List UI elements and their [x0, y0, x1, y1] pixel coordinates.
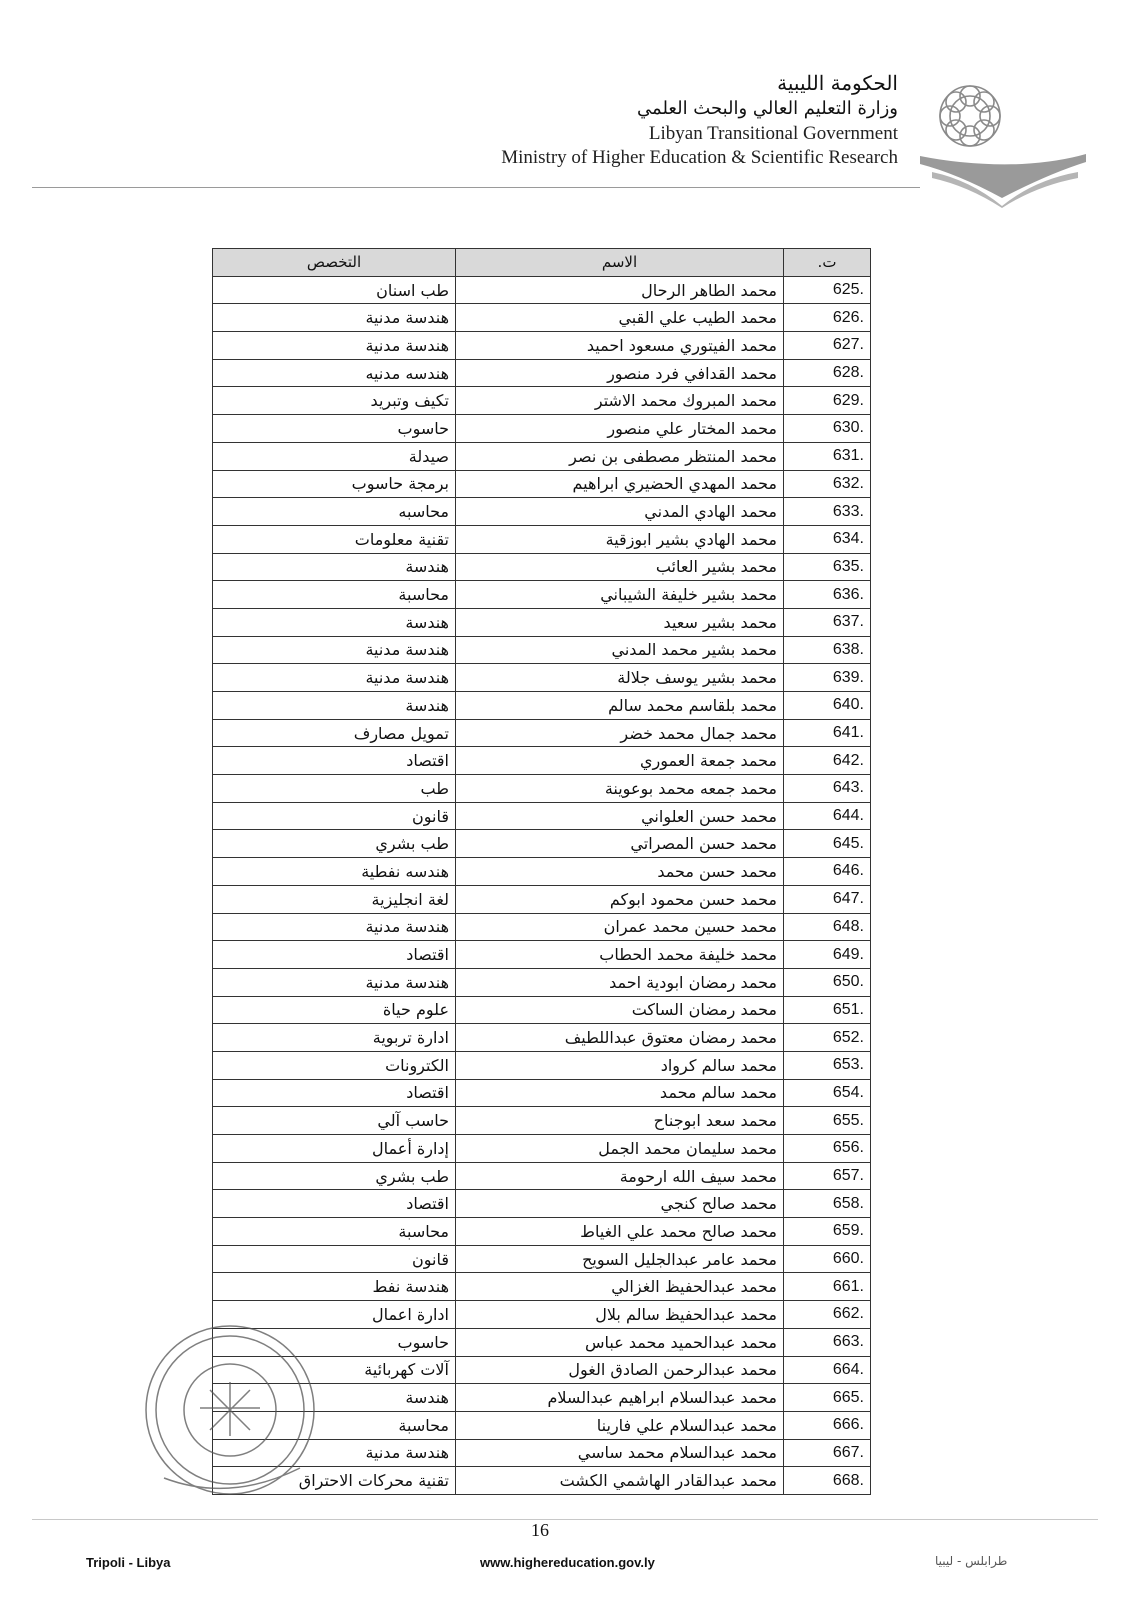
specialization: هندسة مدنية	[213, 636, 456, 664]
row-number: 632.	[784, 470, 871, 498]
specialization: الكترونات	[213, 1051, 456, 1079]
specialization: حاسب آلي	[213, 1107, 456, 1135]
row-number: 662.	[784, 1301, 871, 1329]
government-name-arabic: الحكومة الليبية	[777, 71, 898, 95]
person-name: محمد صالح محمد علي الغياط	[456, 1218, 784, 1246]
person-name: محمد سيف الله ارحومة	[456, 1162, 784, 1190]
letterhead	[0, 0, 1130, 215]
specialization: اقتصاد	[213, 1079, 456, 1107]
row-number: 659.	[784, 1218, 871, 1246]
person-name: محمد بشير محمد المدني	[456, 636, 784, 664]
person-name: محمد عبدالسلام علي فارينا	[456, 1411, 784, 1439]
row-number: 654.	[784, 1079, 871, 1107]
ministry-logo-icon	[918, 68, 1086, 208]
person-name: محمد عبدالسلام ابراهيم عبدالسلام	[456, 1384, 784, 1412]
row-number: 668.	[784, 1467, 871, 1495]
person-name: محمد جمال محمد خضر	[456, 719, 784, 747]
row-number: 644.	[784, 802, 871, 830]
ministry-name-english: Ministry of Higher Education & Scientific Research	[501, 147, 898, 168]
row-number: 656.	[784, 1135, 871, 1163]
official-seal-stamp	[140, 1318, 320, 1503]
specialization: هندسة	[213, 1384, 456, 1412]
table-row	[213, 359, 871, 387]
specialization: لغة انجليزية	[213, 885, 456, 913]
person-name: محمد سالم كرواد	[456, 1051, 784, 1079]
table-row	[213, 387, 871, 415]
table-row	[213, 1273, 871, 1301]
table-row	[213, 775, 871, 803]
table-row	[213, 1162, 871, 1190]
row-number: 646.	[784, 858, 871, 886]
specialization: تقنية معلومات	[213, 525, 456, 553]
specialization: علوم حياة	[213, 996, 456, 1024]
specialization: طب بشري	[213, 1162, 456, 1190]
specialization: قانون	[213, 802, 456, 830]
table-row	[213, 941, 871, 969]
table-row	[213, 747, 871, 775]
specialization: آلات كهربائية	[213, 1356, 456, 1384]
person-name: محمد بشير خليفة الشيباني	[456, 581, 784, 609]
row-number: 638.	[784, 636, 871, 664]
specialization: تمويل مصارف	[213, 719, 456, 747]
specialization: طب بشري	[213, 830, 456, 858]
table-row	[213, 304, 871, 332]
row-number: 633.	[784, 498, 871, 526]
person-name: محمد بلقاسم محمد سالم	[456, 692, 784, 720]
specialization: إدارة أعمال	[213, 1135, 456, 1163]
person-name: محمد عامر عبدالجليل السويح	[456, 1245, 784, 1273]
person-name: محمد سعد ابوجناح	[456, 1107, 784, 1135]
row-number: 634.	[784, 525, 871, 553]
row-number: 625.	[784, 276, 871, 304]
table-row	[213, 1079, 871, 1107]
specialization: برمجة حاسوب	[213, 470, 456, 498]
table-row	[213, 692, 871, 720]
table-row	[213, 581, 871, 609]
specialization: اقتصاد	[213, 1190, 456, 1218]
specialization: طب اسنان	[213, 276, 456, 304]
specialization: هندسة	[213, 608, 456, 636]
person-name: محمد صالح كنجي	[456, 1190, 784, 1218]
person-name: محمد الطيب علي القبي	[456, 304, 784, 332]
specialization: حاسوب	[213, 415, 456, 443]
row-number: 626.	[784, 304, 871, 332]
person-name: محمد رمضان معتوق عبداللطيف	[456, 1024, 784, 1052]
person-name: محمد سالم محمد	[456, 1079, 784, 1107]
specialization: هندسة مدنية	[213, 1439, 456, 1467]
person-name: محمد عبدالحفيظ سالم بلال	[456, 1301, 784, 1329]
row-number: 657.	[784, 1162, 871, 1190]
row-number: 639.	[784, 664, 871, 692]
specialization: هندسه مدنيه	[213, 359, 456, 387]
column-header-name: الاسم	[456, 249, 784, 277]
row-number: 648.	[784, 913, 871, 941]
person-name: محمد الهادي بشير ابوزقية	[456, 525, 784, 553]
table-row	[213, 664, 871, 692]
row-number: 653.	[784, 1051, 871, 1079]
person-name: محمد عبدالرحمن الصادق الغول	[456, 1356, 784, 1384]
row-number: 652.	[784, 1024, 871, 1052]
ministry-name-arabic: وزارة التعليم العالي والبحث العلمي	[637, 98, 898, 119]
row-number: 640.	[784, 692, 871, 720]
row-number: 630.	[784, 415, 871, 443]
person-name: محمد حسن محمد	[456, 858, 784, 886]
row-number: 666.	[784, 1411, 871, 1439]
column-header-number: ت.	[784, 249, 871, 277]
row-number: 631.	[784, 442, 871, 470]
table-row	[213, 1051, 871, 1079]
specialization: هندسة مدنية	[213, 664, 456, 692]
specialization: تقنية محركات الاحتراق	[213, 1467, 456, 1495]
table-row	[213, 415, 871, 443]
person-name: محمد بشير يوسف جلالة	[456, 664, 784, 692]
page-number: 16	[531, 1520, 549, 1540]
row-number: 658.	[784, 1190, 871, 1218]
person-name: محمد الهادي المدني	[456, 498, 784, 526]
specialization: هندسة مدنية	[213, 913, 456, 941]
table-header-row	[213, 249, 871, 277]
table-row	[213, 498, 871, 526]
person-name: محمد عبدالسلام محمد ساسي	[456, 1439, 784, 1467]
person-name: محمد حسن المصراتي	[456, 830, 784, 858]
table-row	[213, 553, 871, 581]
table-row	[213, 470, 871, 498]
person-name: محمد جمعه محمد بوعوينة	[456, 775, 784, 803]
person-name: محمد سليمان محمد الجمل	[456, 1135, 784, 1163]
specialization: طب	[213, 775, 456, 803]
specialization: محاسبة	[213, 1411, 456, 1439]
header-divider	[32, 187, 920, 188]
person-name: محمد خليفة محمد الحطاب	[456, 941, 784, 969]
table-row	[213, 525, 871, 553]
person-name: محمد المهدي الحضيري ابراهيم	[456, 470, 784, 498]
row-number: 665.	[784, 1384, 871, 1412]
roster-table	[212, 248, 871, 1495]
specialization: ادارة تربوية	[213, 1024, 456, 1052]
table-row	[213, 885, 871, 913]
table-row	[213, 1245, 871, 1273]
specialization: حاسوب	[213, 1328, 456, 1356]
specialization: هندسة مدنية	[213, 332, 456, 360]
table-row	[213, 996, 871, 1024]
row-number: 641.	[784, 719, 871, 747]
row-number: 628.	[784, 359, 871, 387]
specialization: هندسة	[213, 553, 456, 581]
table-row	[213, 608, 871, 636]
table-row	[213, 968, 871, 996]
table-row	[213, 276, 871, 304]
row-number: 664.	[784, 1356, 871, 1384]
row-number: 667.	[784, 1439, 871, 1467]
specialization: تكيف وتبريد	[213, 387, 456, 415]
specialization: هندسة مدنية	[213, 968, 456, 996]
footer-city-arabic: طرابلس - ليبيا	[935, 1554, 1008, 1568]
specialization: قانون	[213, 1245, 456, 1273]
letterhead-text	[501, 70, 898, 170]
person-name: محمد رمضان الساكت	[456, 996, 784, 1024]
specialization: هندسه نفطية	[213, 858, 456, 886]
person-name: محمد حسن محمود ابوكم	[456, 885, 784, 913]
person-name: محمد رمضان ابودية احمد	[456, 968, 784, 996]
row-number: 637.	[784, 608, 871, 636]
person-name: محمد بشير العائب	[456, 553, 784, 581]
column-header-specialization: التخصص	[213, 249, 456, 277]
row-number: 643.	[784, 775, 871, 803]
person-name: محمد حسين محمد عمران	[456, 913, 784, 941]
person-name: محمد بشير سعيد	[456, 608, 784, 636]
specialization: صيدلة	[213, 442, 456, 470]
table-row	[213, 1190, 871, 1218]
person-name: محمد عبدالقادر الهاشمي الكشت	[456, 1467, 784, 1495]
row-number: 647.	[784, 885, 871, 913]
row-number: 661.	[784, 1273, 871, 1301]
person-name: محمد جمعة العموري	[456, 747, 784, 775]
specialization: هندسة نفط	[213, 1273, 456, 1301]
table-row	[213, 1218, 871, 1246]
row-number: 650.	[784, 968, 871, 996]
table-row	[213, 830, 871, 858]
table-row	[213, 802, 871, 830]
person-name: محمد حسن العلواني	[456, 802, 784, 830]
row-number: 655.	[784, 1107, 871, 1135]
table-row	[213, 442, 871, 470]
footer-website: www.highereducation.gov.ly	[480, 1555, 655, 1570]
table-row	[213, 1135, 871, 1163]
specialization: اقتصاد	[213, 941, 456, 969]
person-name: محمد المنتظر مصطفى بن نصر	[456, 442, 784, 470]
row-number: 629.	[784, 387, 871, 415]
table-row	[213, 332, 871, 360]
person-name: محمد الفيتوري مسعود احميد	[456, 332, 784, 360]
person-name: محمد عبدالحفيظ الغزالي	[456, 1273, 784, 1301]
specialization: محاسبة	[213, 581, 456, 609]
specialization: هندسة مدنية	[213, 304, 456, 332]
table-row	[213, 1024, 871, 1052]
specialization: هندسة	[213, 692, 456, 720]
row-number: 627.	[784, 332, 871, 360]
table-row	[213, 1107, 871, 1135]
row-number: 642.	[784, 747, 871, 775]
person-name: محمد الطاهر الرحال	[456, 276, 784, 304]
footer-divider	[32, 1519, 1098, 1520]
person-name: محمد عبدالحميد محمد عباس	[456, 1328, 784, 1356]
table-row	[213, 913, 871, 941]
table-row	[213, 858, 871, 886]
person-name: محمد القدافي فرد منصور	[456, 359, 784, 387]
table-row	[213, 636, 871, 664]
government-name-english: Libyan Transitional Government	[648, 123, 898, 144]
row-number: 663.	[784, 1328, 871, 1356]
footer-city-english: Tripoli - Libya	[86, 1555, 171, 1570]
row-number: 660.	[784, 1245, 871, 1273]
specialization: محاسبة	[213, 1218, 456, 1246]
row-number: 649.	[784, 941, 871, 969]
specialization: اقتصاد	[213, 747, 456, 775]
table-row	[213, 719, 871, 747]
specialization: محاسبه	[213, 498, 456, 526]
row-number: 645.	[784, 830, 871, 858]
person-name: محمد المبروك محمد الاشتر	[456, 387, 784, 415]
row-number: 651.	[784, 996, 871, 1024]
person-name: محمد المختار علي منصور	[456, 415, 784, 443]
row-number: 635.	[784, 553, 871, 581]
row-number: 636.	[784, 581, 871, 609]
specialization: ادارة اعمال	[213, 1301, 456, 1329]
